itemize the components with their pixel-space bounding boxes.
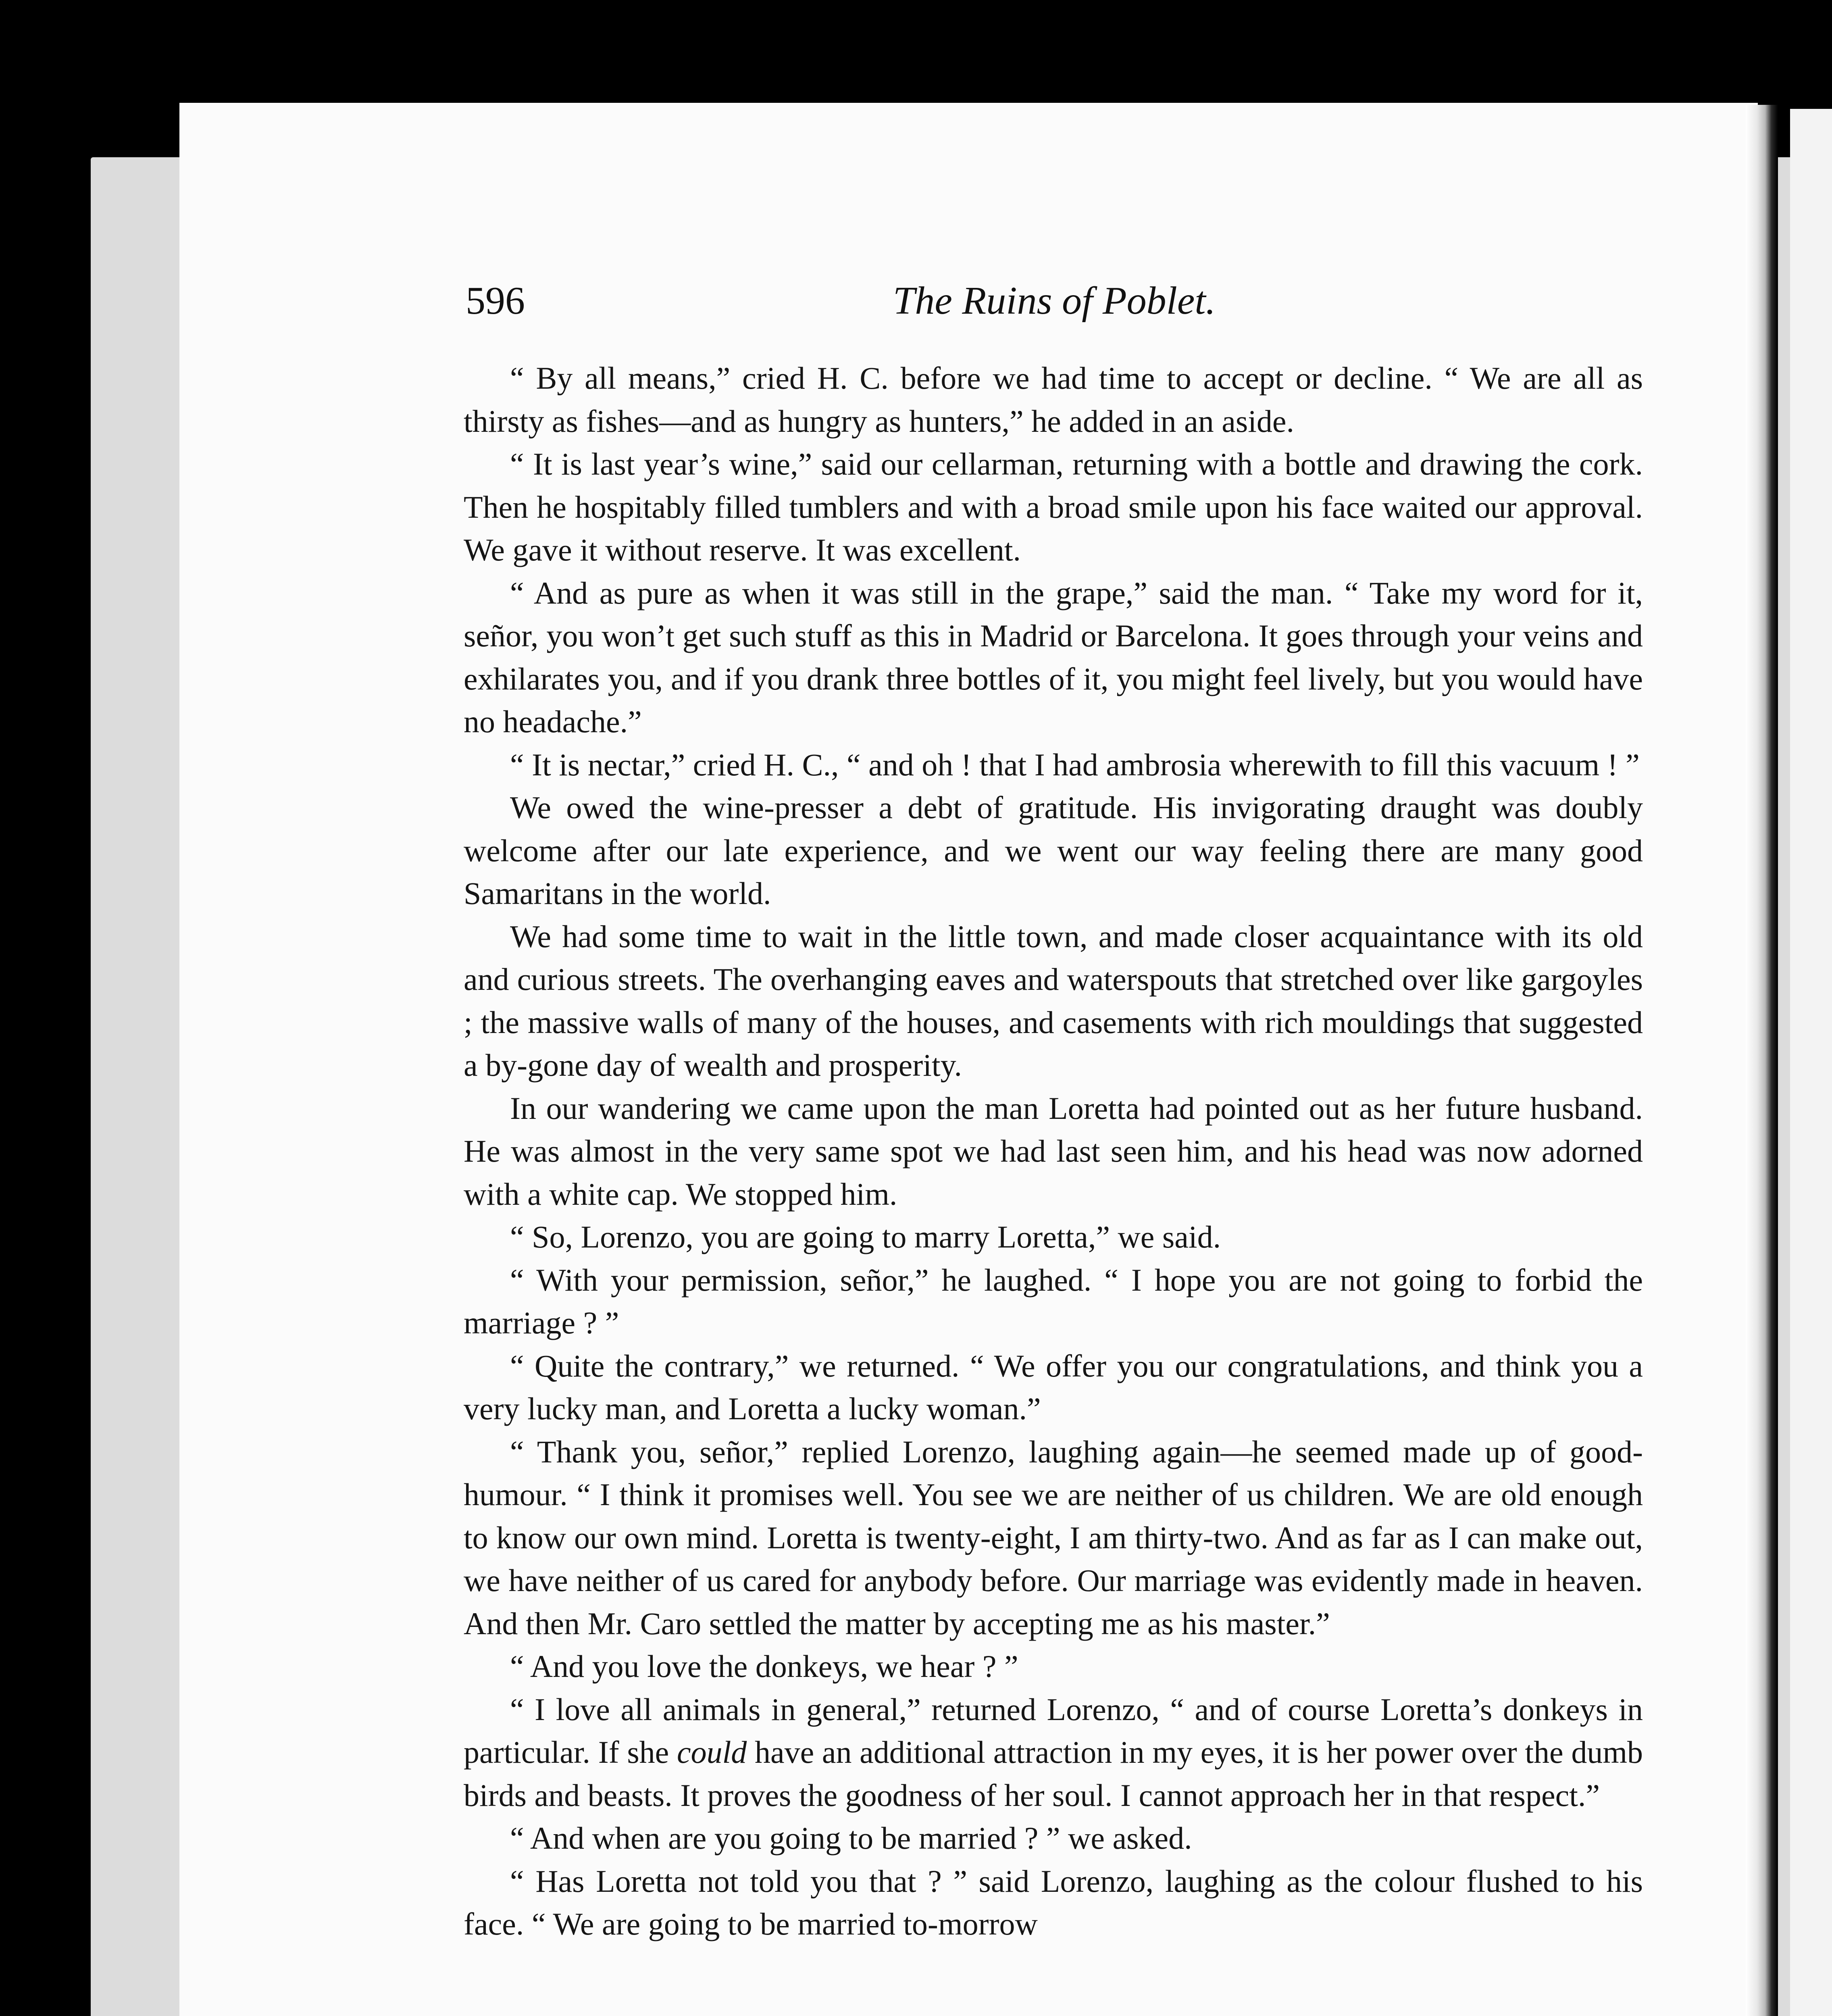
paragraph-text: have an additional attraction in my eyes, it is her power over the dumb birds and beasts. It proves the goodness of her soul. I cannot approach her in that respect.” [464,1735,1643,1813]
paragraph: “ Quite the contrary,” we returned. “ We offer you our congratulations, and think you a very lucky man, and Loretta a lucky woman.” [464,1348,1643,1426]
paragraph: “ It is nectar,” cried H. C., “ and oh ! that I had ambrosia wherewith to fill this vacuum ! ” [510,747,1640,782]
page-header [466,278,1643,335]
paragraph: “ By all means,” cried H. C. before we had time to accept or decline. “ We are all as thirsty as fishes—and as hungry as hunters,” he added in an aside. [464,360,1643,439]
body-text [464,357,1643,2016]
paragraph: “ It is last year’s wine,” said our cellarman, returning with a bottle and drawing the cork. Then he hospitably filled tumblers and with a broad smile upon his face waited our approval. We gave it without reserve. It was excellent. [464,446,1643,567]
paragraph [464,1688,1643,1817]
page-number: 596 [466,279,525,323]
paragraph: “ Has Loretta not told you that ? ” said Lorenzo, laughing as the colour flushed to his face. “ We are going to be married to-morrow [464,1863,1643,1941]
paragraph-text: “ I love all animals in general,” returned Lorenzo, “ and of course Loretta’s donkeys in particular. If she [464,1691,1643,1770]
paragraph: In our wandering we came upon the man Loretta had pointed out as her future husband. He was almost in the very same spot we had last seen him, and his head was now adorned with a white cap. We stopped him. [464,1090,1643,1212]
paragraph: We owed the wine-presser a debt of gratitude. His invigorating draught was doubly welcome after our late experience, and we went our way feeling there are many good Samaritans in the world. [464,790,1643,911]
running-title: The Ruins of Poblet. [893,279,1216,323]
paragraph: “ Thank you, señor,” replied Lorenzo, laughing again—he seemed made up of good-humour. “ I think it promises well. You see we are neither of us children. We are old enough to know our own mind. Loretta is twenty-eight, I am thirty-two. And as far as I can make out, we have neither of us cared for anybody before. Our marriage was evidently made in heaven. And then Mr. Caro settled the matter by accepting me as his master.” [464,1434,1643,1641]
paragraph: “ And as pure as when it was still in the grape,” said the man. “ Take my word for it, señor, you won’t get such stuff as this in Madrid or Barcelona. It goes through your veins and exhilarates you, and if you drank three bottles of it, you might feel lively, but you would have no headache.” [464,575,1643,739]
next-page-sliver [1790,109,1832,2016]
paragraph: We had some time to wait in the little town, and made closer acquaintance with its old and curious streets. The overhanging eaves and waterspouts that stretched over like gargoyles ; the massive walls of many of the houses, and casements with rich mouldings that suggested a by-gone day of wealth and prosperity. [464,918,1643,1083]
paragraph: “ So, Lorenzo, you are going to marry Loretta,” we said. [510,1219,1221,1254]
paragraph: “ And when are you going to be married ? ” we asked. [510,1820,1192,1856]
emphasized-word: could [677,1735,747,1770]
paragraph: “ And you love the donkeys, we hear ? ” [510,1649,1018,1684]
paragraph: “ With your permission, señor,” he laughed. “ I hope you are not going to forbid the marriage ? ” [464,1262,1643,1340]
page-gutter-shadow [1746,105,1778,2016]
